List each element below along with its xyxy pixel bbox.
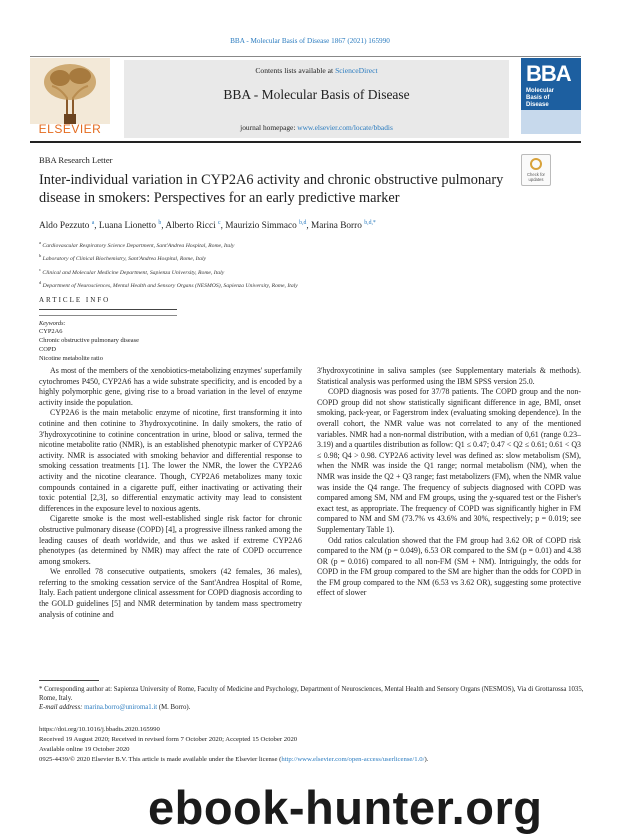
email-suffix: (M. Borro). (158, 704, 191, 712)
affiliations (39, 238, 579, 292)
contents-prefix: Contents lists available at (255, 66, 334, 75)
keywords-label: Keywords: (39, 320, 66, 327)
check-updates-icon (530, 158, 542, 170)
corresponding-author: * Corresponding author at: Sapienza University of Rome, Faculty of Medicine and Psychology, Department of Neurosciences, Mental Health and Sensory Organs (NESMOS), Via di Grottarossa 1035, Rome, Italy. (39, 686, 584, 703)
email-label: E-mail address: (39, 704, 83, 712)
affiliation: $^a$ Cardiovascular Respiratory Science Department, Sant'Andrea Hospital, Rome, Italy (39, 240, 235, 249)
footnote (39, 685, 584, 713)
check-updates-label: Check for updates (527, 172, 545, 182)
received-dates: Received 19 August 2020; Received in revised form 7 October 2020; Accepted 15 October 2020 (39, 736, 298, 743)
doi-link[interactable]: https://doi.org/10.1016/j.bbadis.2020.165990 (39, 726, 160, 733)
homepage-prefix: journal homepage: (240, 123, 296, 132)
keyword: COPD (39, 346, 57, 353)
article-title: Inter-individual variation in CYP2A6 activity and chronic obstructive pulmonary disease in smokers: Perspectives for an early predictive marker (39, 172, 504, 206)
paragraph: 3'hydroxycotinine in saliva samples (see Supplementary materials & methods). Statistical analysis was performed using the IBM SPSS version 25.0. (317, 366, 581, 386)
header-top-rule (30, 56, 581, 57)
contents-line (124, 66, 509, 75)
paragraph: CYP2A6 is the main metabolic enzyme of nicotine, first transforming it into cotinine and then cotinine to 3'hydroxycotinine. In daily smokers, the ratio of 3'hydroxycotinine to cotinine concentration in urine, blood or saliva, termed the nicotine metabolite ratio (NMR), is an established phenotypic marker of CYP2A6 activity. NMR is associated with smoking behavior and differential response to smoking cessation treatments [1]. The lower the NMR, the lower the CYP2A6 activity and the nicotine clearance. Though, CYP2A6 metabolizes many toxic compounds contained in a cigarette puff, either inactivating or activating their toxic potential [2,3], so differential enzymatic activity may lead to consistent differences in the exposure level to noxious agents. (39, 408, 302, 513)
affiliation: $^c$ Clinical and Molecular Medicine Department, Sapienza University, Rome, Italy (39, 266, 225, 276)
author[interactable]: Marina Borro $^{b,d,*}$ (311, 220, 376, 232)
cover-title-line: Disease (526, 102, 549, 108)
license-line (39, 756, 428, 763)
journal-header (124, 60, 509, 138)
cover-band (521, 110, 581, 134)
available-online: Available online 19 October 2020 (39, 746, 130, 753)
affiliation: $^b$ Laboratory of Clinical Biochemistry, Sant'Andrea Hospital, Rome, Italy (39, 253, 207, 263)
keyword: Nicotine metabolite ratio (39, 355, 103, 362)
body-right-column (317, 366, 581, 599)
keyword: Chronic obstructive pulmonary disease (39, 337, 139, 344)
homepage-line (124, 123, 509, 132)
elsevier-logo (30, 58, 110, 138)
article-type: BBA Research Letter (39, 155, 113, 165)
affiliation: $^d$ Department of Neurosciences, Mental Health and Sensory Organs (NESMOS), Sapienza University, Rome, Italy (39, 280, 298, 290)
keyword: CYP2A6 (39, 328, 63, 335)
cover-title-line: Molecular (526, 88, 555, 94)
email-line (39, 703, 584, 712)
footnote-rule (39, 680, 99, 681)
license-prefix: 0925-4439/© 2020 Elsevier B.V. This article is made available under the Elsevier license ( (39, 756, 282, 763)
paragraph: Odd ratios calculation showed that the FM group had 3.62 OR of COPD risk compared to the NM (p = 0.049), 6.53 OR compared to the SM (p = 0.01) and 4.38 OR (p = 0.016) compared to all non-FM (SM + NM). Intriguingly, the odds for COPD in the FM group compared to the SM are higher than the odds for COPD in the FM group compared to the NM (6.53 vs 3.62 OR), suggesting some protective effect of slower (317, 535, 581, 598)
journal-title: BBA - Molecular Basis of Disease (223, 87, 410, 102)
article-info-rule (39, 309, 177, 310)
check-for-updates-badge[interactable] (521, 154, 551, 186)
cover-title (526, 88, 554, 109)
paragraph: Cigarette smoke is the most well-established single risk factor for chronic obstructive pulmonary disease (COPD) [4], a progressive illness ranked among the leading causes of death worldwide, and thus we asked if extreme CYP2A6 phenotypes (as determined by NMR) may affect the rate of COPD occurrence among smokers. (39, 514, 302, 566)
header-bottom-rule (30, 141, 581, 143)
body-left-column (39, 366, 302, 620)
sciencedirect-link[interactable]: ScienceDirect (335, 66, 378, 75)
homepage-link[interactable]: www.elsevier.com/locate/bbadis (297, 123, 393, 132)
author[interactable]: Maurizio Simmaco $^{b,d}$ (225, 220, 307, 232)
cover-abbrev: BBA (526, 61, 571, 86)
author[interactable]: Alberto Ricci $^c$ (165, 220, 221, 232)
article-info-heading: ARTICLE INFO (39, 296, 111, 304)
paragraph: As most of the members of the xenobiotics-metabolizing enzymes' superfamily cytochromes P450, CYP2A6 has a wide substrate specificity, and is encoded by a highly polymorphic gene, giving rise to a broad variation in the level of enzyme activity inside the population. (39, 366, 302, 407)
paragraph: We enrolled 78 consecutive outpatients, smokers (42 females, 36 males), referring to the smoking cessation service of the Sant'Andrea Hospital of Rome, Italy. Each patient undergone clinical assessment for COPD diagnosis according to the GOLD guidelines [5] and NMR determination by tandem mass spectrometry analysis of cotinine and (39, 567, 302, 619)
author-list: Aldo Pezzuto $^a$, Luana Lionetto $^b$, Alberto Ricci $^c$, Maurizio Simmaco $^{b,d}$, Marina Borro $^{b,d,*}$ (39, 220, 376, 232)
publisher-name: ELSEVIER (38, 122, 102, 136)
watermark: ebook-hunter.org (148, 781, 543, 834)
author[interactable]: Luana Lionetto $^b$ (98, 220, 162, 232)
license-suffix: ). (424, 756, 429, 763)
paragraph: COPD diagnosis was posed for 37/78 patients. The COPD group and the non-COPD group did not show statistically significant difference in age, BMI, onset smoking, pack-year, or Fagerstrom index (evaluating smoking dependence). In the overall cohort, the NMR value was not correlated to any of the mentioned variables. NMR had a non-normal distribution, with a median of 0,61 (range 0.23–3.19) and a quartiles distribution as follow: Q1 ≤ 0.47; 0.47 < Q2 ≤ 0.61; 0.61 < Q3 ≤ 0.98; Q4 > 0.98. CYP2A6 activity level was defined as: slow metabolism (SM), when the NMR was inside the Q1 range; normal metabolism (NM), when the NMR was inside the Q2 + Q3 range; fast metabolizers (FM), when the NMR value was inside the Q4 range. The frequency of subjects diagnosed with COPD was compared among SM, NM and FM groups, using the χ-squared test or the Fisher's exact test, as appropriate. The frequency of COPD was significantly higher in FM compared to NM and SM (73.7% vs 43.6% and 30%, respectively; p = 0.019; see Supplementary Table 1). (317, 387, 581, 534)
author[interactable]: Aldo Pezzuto $^a$ (39, 220, 95, 232)
keywords-rule (39, 315, 177, 316)
journal-citation-link[interactable]: BBA - Molecular Basis of Disease 1867 (2021) 165990 (230, 37, 390, 45)
journal-cover (521, 58, 581, 134)
email-link[interactable]: marina.borro@uniroma1.it (84, 704, 158, 712)
license-link[interactable]: http://www.elsevier.com/open-access/userlicense/1.0/ (281, 756, 425, 763)
cover-title-line: Basis of (526, 95, 550, 101)
